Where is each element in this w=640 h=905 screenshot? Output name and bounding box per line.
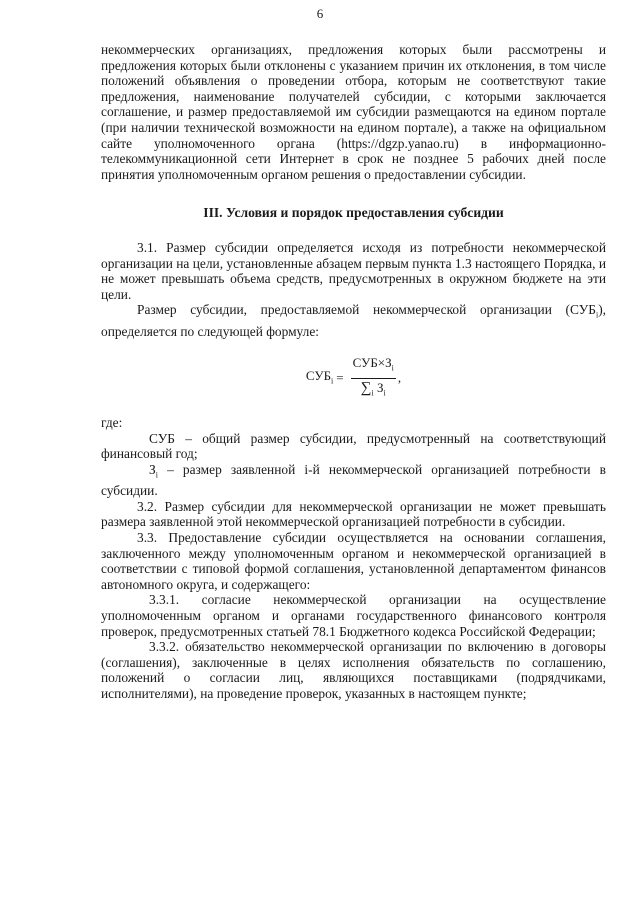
- paragraph-3-3-1: 3.3.1. согласие некоммерческой организации на осуществление уполномоченным органом и органами государственного финансового контроля проверок, предусмотренных статьей 78.1 Бюджетного кодекса Российской Федерации;: [101, 592, 606, 639]
- paragraph-continuation: некоммерческих организациях, предложения которых были рассмотрены и предложения которых были отклонены с указанием причин их отклонения, в том числе положений объявления о проведении отбора, которым не соответствуют такие предложения, наименование получателей субсидии, с которыми заключается соглашение, и размер предоставляемой им субсидии размещаются на едином портале (при наличии технической возможности на едином портале), а также на официальном сайте уполномоченного органа (https://dgzp.yanao.ru) в информационно-телекоммуникационной сети Интернет в срок не позднее 5 рабочих дней после принятия уполномоченным органом решения о предоставлении субсидии.: [101, 42, 606, 182]
- formula-tail: ,: [397, 370, 402, 386]
- formula-intro-sub: i: [595, 310, 599, 320]
- paragraph-3-3: 3.3. Предоставление субсидии осуществляется на основании соглашения, заключенного между уполномоченным органом и некоммерческой организацией в соответствии с типовой формой соглашения, установленной департаментом финансов автономного округа, и содержащего:: [101, 530, 606, 592]
- formula-denominator: $\sum_i$ $З_i$: [360, 379, 386, 398]
- formula-intro-end: ), определяется по следующей формуле:: [101, 302, 606, 339]
- formula-intro-text: Размер субсидии, предоставляемой некоммерческой организации (СУБ: [137, 302, 596, 318]
- paragraph-formula-intro: [101, 302, 606, 339]
- section-heading: III. Условия и порядок предоставления субсидии: [203, 205, 504, 221]
- formula-equals: =: [336, 370, 344, 386]
- subsidy-formula: [101, 355, 606, 401]
- definition-sub: СУБ – общий размер субсидии, предусмотренный на соответствующий финансовый год;: [101, 430, 606, 462]
- formula-fraction: [351, 355, 396, 400]
- page-number: 6: [316, 6, 324, 21]
- paragraph-3-1: 3.1. Размер субсидии определяется исходя из потребности некоммерческой организации на цели, установленные абзацем первым пункта 1.3 настоящего Порядка, и не может превышать объема средств, предусмотренных в окружном бюджете на эти цели.: [101, 239, 606, 302]
- paragraph-3-2: 3.2. Размер субсидии для некоммерческой организации не может превышать размера заявленной этой некоммерческой организацией потребности в субсидии.: [101, 498, 606, 530]
- formula-lhs: $СУБ_i$: [305, 367, 334, 386]
- formula-numerator: $СУБ\times З_i$: [351, 355, 396, 378]
- definition-z: $З_i$ – размер заявленной i-й некоммерческой организацией потребности в субсидии.: [101, 461, 606, 499]
- where-label: где:: [101, 415, 123, 431]
- paragraph-3-3-2: 3.3.2. обязательство некоммерческой организации по включению в договоры (соглашения), заключенные в целях исполнения обязательств по соглашению, положений о согласии лиц, являющихся поставщиками (подрядчиками, исполнителями), на проведение проверок, указанных в настоящем пункте;: [101, 639, 606, 701]
- document-body: [101, 42, 606, 702]
